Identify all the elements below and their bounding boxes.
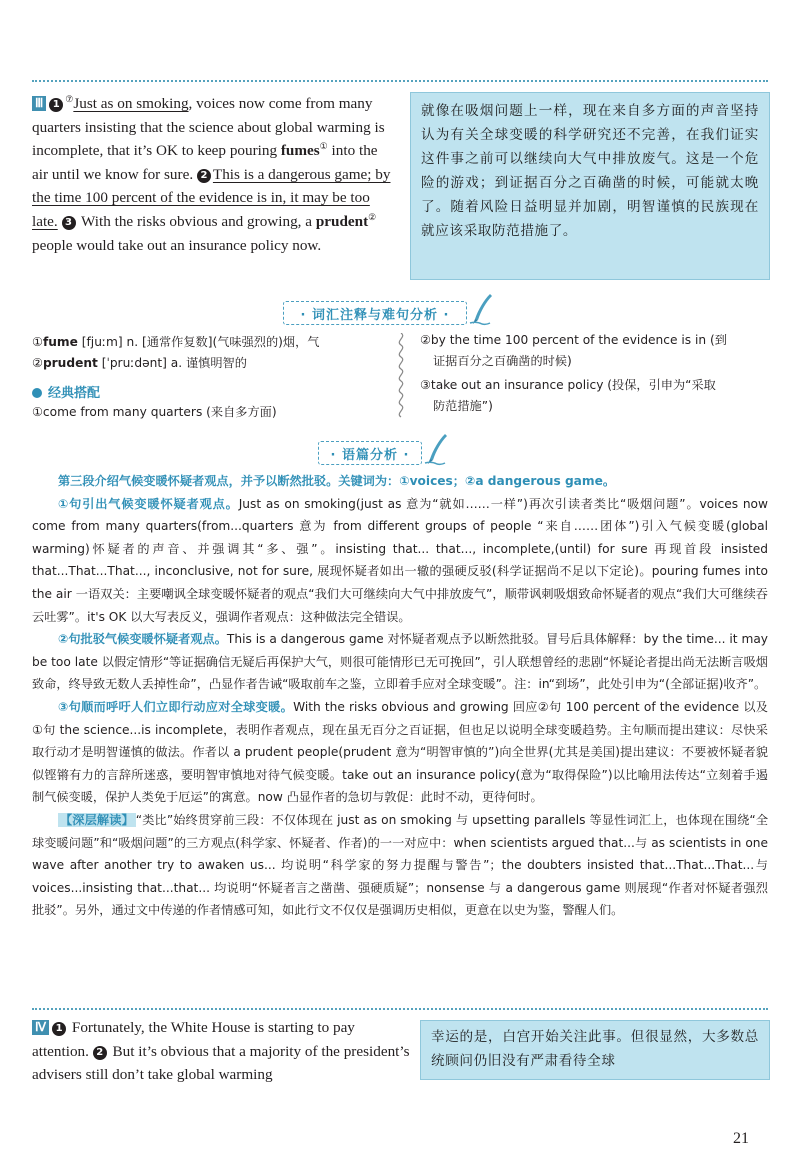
collocation-text: ①come from many quarters (来自多方面) <box>32 405 277 419</box>
superscript-mark: ⑦ <box>65 93 74 104</box>
sentence-text: people would take out an insurance policy now. <box>32 236 322 254</box>
sentence-text: , voices now come from many quarters insisting that the science about global warming is incomplete, that it’s OK to keep pouring <box>32 95 385 160</box>
entry-number: ② <box>32 356 43 370</box>
phrase-entry-cont: 证据百分之百确凿的时候) <box>433 354 572 368</box>
phrase-entry: ③take out an insurance policy (投保，引申为“采取 <box>420 378 716 392</box>
sentence-text: But it’s obvious that a majority of the president’s advisers still don’t take global warming <box>32 1042 410 1084</box>
analysis-body: Just as on smoking(just as 意为“就如……一样”)再次引读者类比“吸烟问题”。voices now come from many quarters(from...quarters 意为 from different groups of people “来自……团体”)引入气候变暖(global warming)怀疑者的声音、并强调其“多、强”。insisting that... that..., incomplete,(until) for sure 再现首段 insisted that...That...That..., inconclusive, not for sure, 展现怀疑者如出一辙的强硬反驳(科学证据尚不足以下定论)。pouring fumes into the air 一语双关：主要嘲讽全球变暖怀疑者的观点“我们大可继续向大气中排放废气”，顺带讽刺吸烟致命怀疑者的观点“我们大可继续吞云吐雾”。it's OK 以大写表反义，强调作者观点：这种做法完全错误。 <box>32 496 768 624</box>
top-divider <box>32 80 768 82</box>
analysis-body: With the risks obvious and growing 回应②句 100 percent of the evidence 以及①句 the science...is incomplete，表明作者观点，现在虽无百分之百证据，但也足以说明全球变暖趋势。主句顺而提出建议：尽快采取行动才是明智谨慎的做法。作者以 a prudent people(prudent 意为“明智审慎的”)向全世界(尤其是美国)提出建议：不要被怀疑者貌似铿锵有力的言辞所迷惑，要明智审慎地对待气候变暖。take out an insurance policy(意为“取得保险”)以比喻用法传达“立刻着手遏制气候变暖，保护人类免于厄运”的寓意。now 凸显作者的急切与敦促：此时不动，更待何时。 <box>32 699 768 805</box>
sentence-number: 1 <box>52 1022 66 1036</box>
sentence-number: 1 <box>49 98 63 112</box>
deep-reading <box>32 809 768 922</box>
vocab-entry-prudent <box>32 353 392 374</box>
analysis-body: This is a dangerous game 对怀疑者观点予以断然批驳。冒号后具体解释：by the time... it may be too late 以假定情形“等证据确信无疑后再保护大气，则很可能情形已无可挽回”，引人联想曾经的悲剧“怀疑论者提出尚无法断言吸烟致命，终导致无数人丢掉性命”，凸显作者告诫“吸取前车之鉴，立即着手应对全球变暖”。注：in“到场”，此处引申为“(全部证据)收齐”。 <box>32 632 769 692</box>
vocab-right <box>420 330 770 417</box>
entry-definition: [ˈpruːdənt] a. 谨慎明智的 <box>97 356 247 370</box>
translation-text: 就像在吸烟问题上一样，现在来自多方面的声音坚持认为有关全球变暖的科学研究还不完善，在我们证实这件事之前可以继续向大气中排放废气。这是一个危险的游戏；到证据百分之百确凿的时候，可能就太晚了。随着风险日益明显并加剧，明智谨慎的民族现在就应该采取防范措施了。 <box>421 103 759 239</box>
vocab-left <box>32 332 392 374</box>
section-tag-analysis <box>318 441 422 465</box>
discourse-analysis <box>32 470 768 922</box>
deep-reading-body: “类比”始终贯穿前三段：不仅体现在 just as on smoking 与 upsetting parallels 等显性词汇上，也体现在围绕“全球变暖问题”和“吸烟问题”的三方观点(科学家、怀疑者、作者)的一一对应中：when scientists argued that...与 as scientists in one wave after another try to awaken us... 均说明“科学家的努力提醒与警告”；the doubters insisted that...That...That...与 voices...insisting that...that... 均说明“怀疑者言之凿凿、强硬质疑”；nonsense 与 a dangerous game 则展现“作者对怀疑者强烈批驳”。另外，通过文中传递的作者情感可知，如此行文不仅仅是强调历史相似，更意在以史为鉴，警醒人们。 <box>32 812 769 918</box>
sentence-text: With the risks obvious and growing, a <box>77 212 316 230</box>
analysis-heading: ①句引出气候变暖怀疑者观点。 <box>58 496 239 511</box>
paragraph-four <box>32 1016 410 1087</box>
underlined-sentence: This is a dangerous game; by the time 100 percent of the evidence is in, it may be too late. <box>32 165 391 230</box>
vocab-entry-fume <box>32 332 392 353</box>
section-tag-label: · 语篇分析 · <box>330 447 410 463</box>
translation-box <box>420 1020 770 1080</box>
vocab-word-fumes: fumes <box>280 142 320 160</box>
pen-icon <box>423 432 449 466</box>
spring-binding-icon <box>395 333 407 421</box>
section-tag-vocabulary <box>283 301 467 325</box>
note-mark: ① <box>319 141 328 152</box>
analysis-sentence-2 <box>32 628 768 696</box>
entry-word: prudent <box>42 356 98 370</box>
vocab-word-prudent: prudent <box>315 212 369 230</box>
pen-icon <box>468 292 494 326</box>
sentence-number: 2 <box>197 169 211 183</box>
collocation-heading-text: 经典搭配 <box>48 386 101 401</box>
analysis-heading: ③句顺而呼吁人们立即行动应对全球变暖。 <box>58 699 294 714</box>
collocation-item <box>32 402 392 423</box>
sentence-number: 2 <box>93 1046 107 1060</box>
entry-definition: [fjuːm] n. [通常作复数](气味强烈的)烟，气 <box>77 335 320 349</box>
phrase-entry: ②by the time 100 percent of the evidence is in (到 <box>420 333 727 347</box>
page-number: 21 <box>733 1130 749 1147</box>
sentence-number: 3 <box>62 216 76 230</box>
analysis-summary: 第三段介绍气候变暖怀疑者观点，并予以断然批驳。关键词为：①voices；②a dangerous game。 <box>58 474 616 488</box>
sentence-text: into the air until we know for sure. <box>32 142 378 183</box>
paragraph-number: Ⅲ <box>32 96 46 111</box>
deep-reading-label: 【深层解读】 <box>60 812 134 827</box>
paragraph-three <box>32 92 394 257</box>
entry-word: fume <box>42 335 78 349</box>
analysis-sentence-1 <box>32 493 768 629</box>
bottom-divider <box>32 1008 768 1010</box>
entry-number: ① <box>32 335 43 349</box>
translation-text: 幸运的是，白宫开始关注此事。但很显然，大多数总统顾问仍旧没有严肃看待全球 <box>431 1029 759 1069</box>
analysis-heading: ②句批驳气候变暖怀疑者观点。 <box>58 632 227 647</box>
translation-box <box>410 92 770 280</box>
bullet-dot-icon <box>32 388 42 398</box>
underlined-phrase: Just as on smoking <box>73 95 189 112</box>
collocation-heading <box>32 382 100 401</box>
paragraph-number: Ⅳ <box>32 1020 49 1035</box>
phrase-entry-cont: 防范措施”) <box>433 399 493 413</box>
note-mark: ② <box>368 211 377 222</box>
sentence-text: Fortunately, the White House is starting to pay attention. <box>32 1019 355 1060</box>
analysis-sentence-3 <box>32 696 768 809</box>
sentence-text <box>58 213 62 230</box>
section-tag-label: · 词汇注释与难句分析 · <box>300 307 450 323</box>
